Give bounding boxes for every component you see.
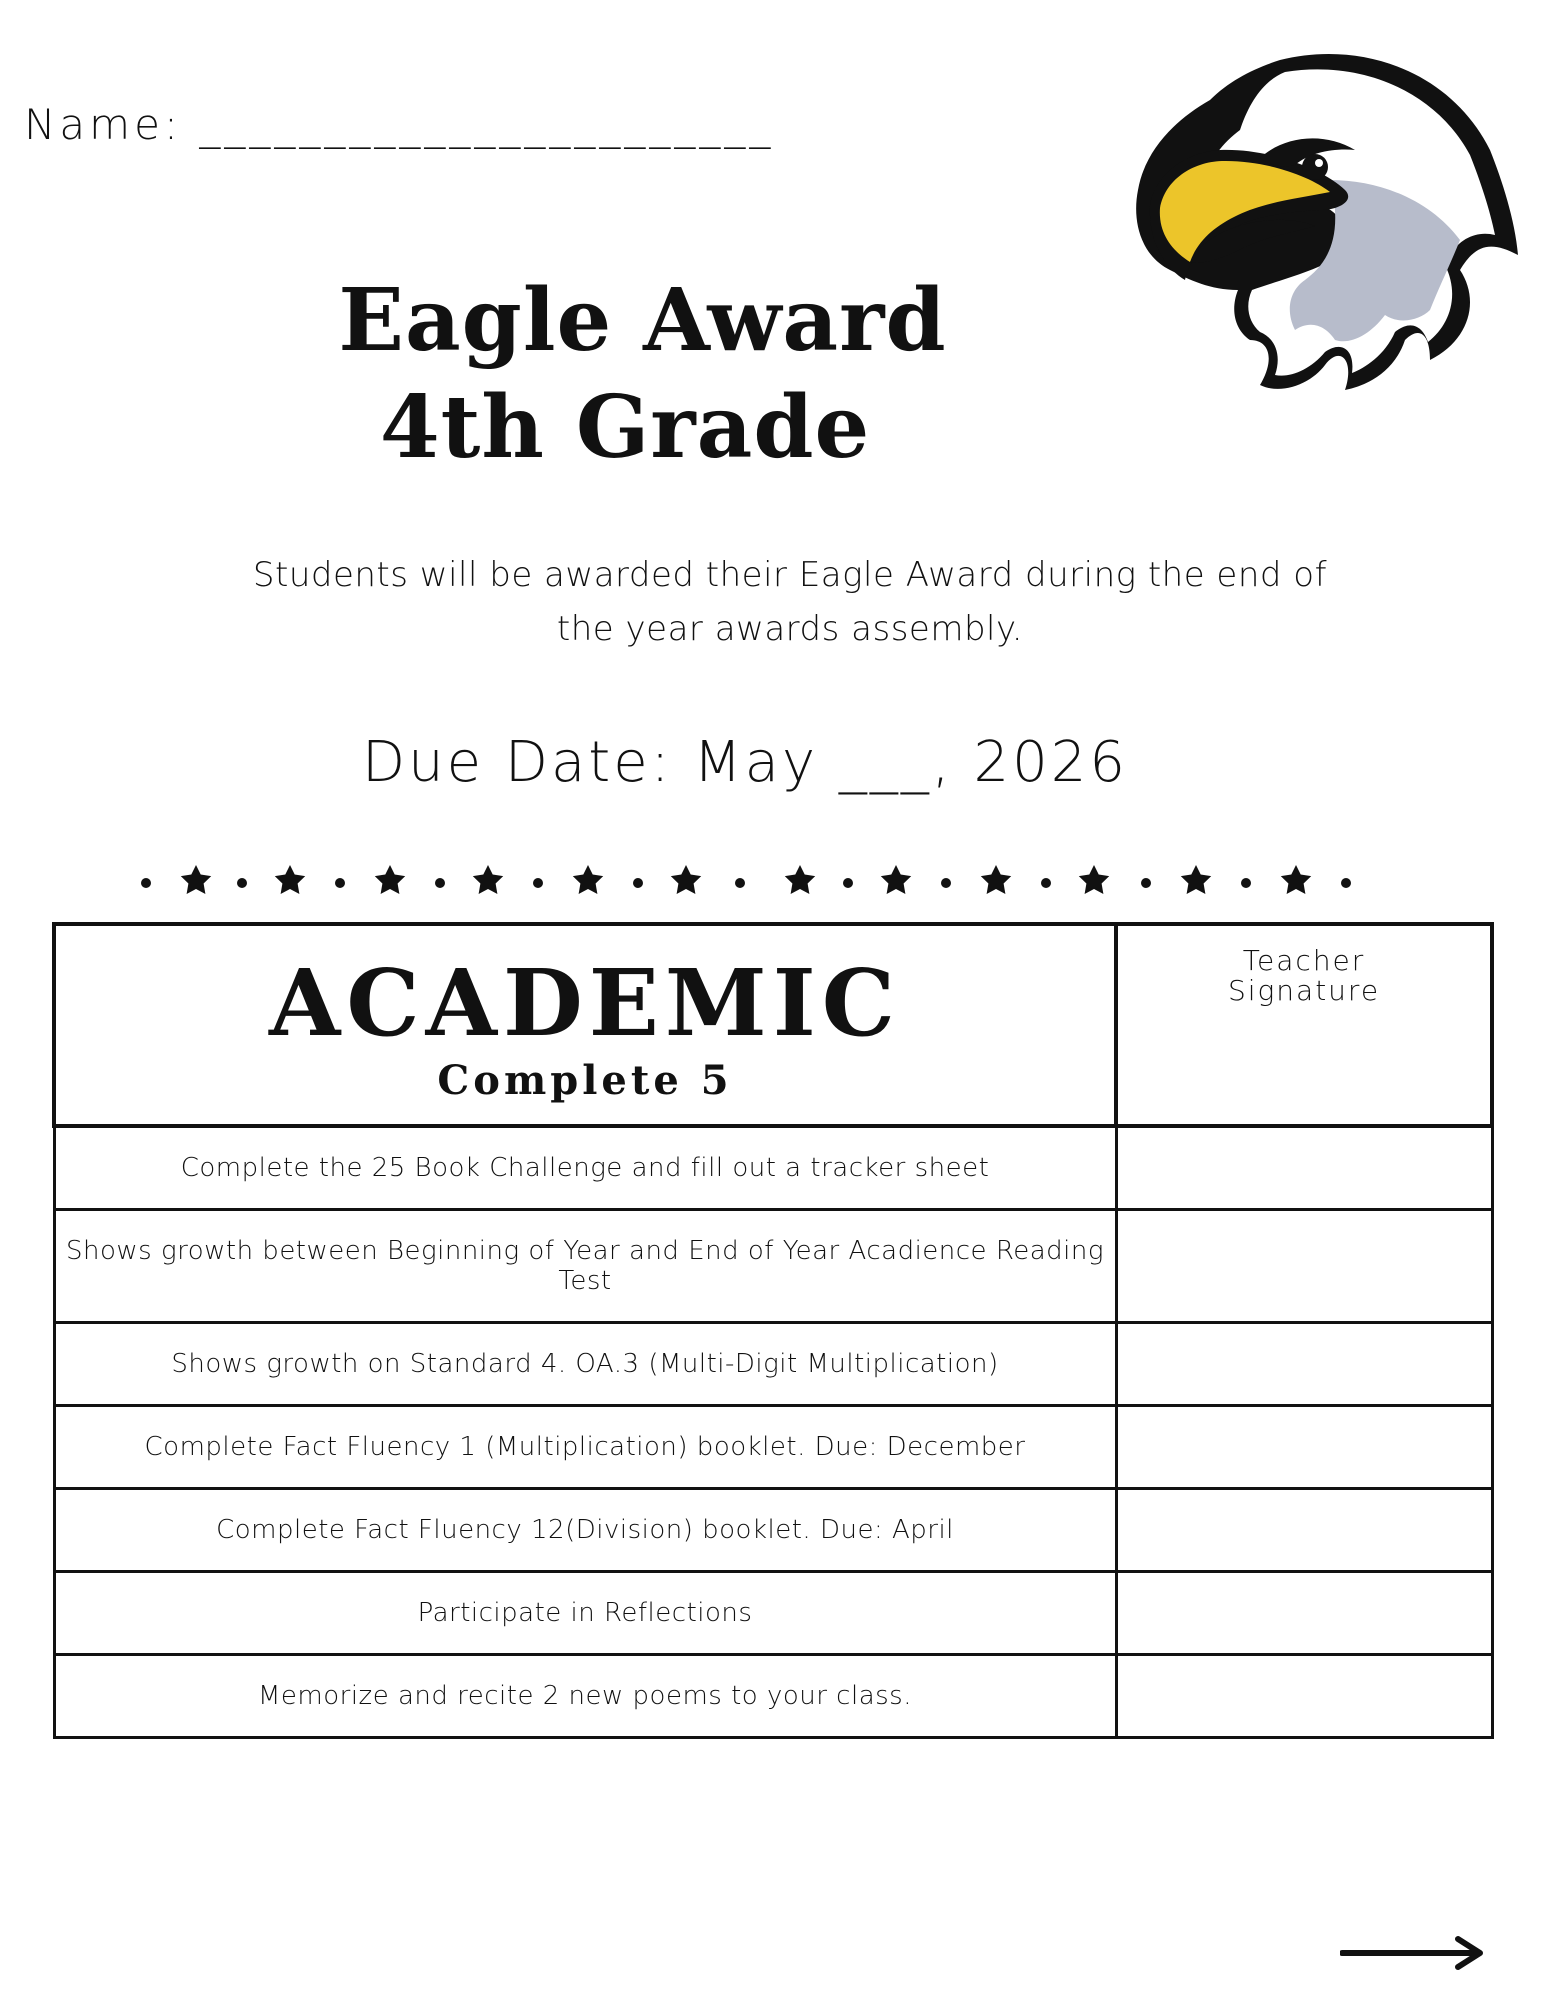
task-text: Participate in Reflections — [54, 1572, 1116, 1655]
section-heading: ACADEMIC — [269, 949, 901, 1057]
signature-box[interactable] — [1116, 1489, 1492, 1572]
task-text: Shows growth between Beginning of Year and End of Year Acadience Reading Test — [54, 1210, 1116, 1323]
signature-header-line1: Teacher — [1242, 944, 1366, 977]
page-title-line2: 4th Grade — [379, 377, 871, 478]
section-subheading: Complete 5 — [437, 1057, 733, 1104]
academic-checklist-table — [52, 922, 1494, 1739]
academic-heading-cell — [54, 924, 1116, 1126]
signature-box[interactable] — [1116, 1406, 1492, 1489]
arrow-right-icon[interactable] — [1340, 1935, 1485, 1971]
signature-header-line2: Signature — [1227, 974, 1381, 1007]
task-text: Shows growth on Standard 4. OA.3 (Multi-Digit Multiplication) — [54, 1323, 1116, 1406]
signature-box[interactable] — [1116, 1572, 1492, 1655]
task-text: Complete Fact Fluency 12(Division) booklet. Due: April — [54, 1489, 1116, 1572]
task-text: Memorize and recite 2 new poems to your class. — [54, 1655, 1116, 1738]
task-text: Complete Fact Fluency 1 (Multiplication) booklet. Due: December — [54, 1406, 1116, 1489]
star-dot-divider — [130, 855, 1360, 905]
signature-box[interactable] — [1116, 1210, 1492, 1323]
table-row — [54, 1489, 1492, 1572]
page-title-line1: Eagle Award — [338, 270, 947, 371]
table-row — [54, 1406, 1492, 1489]
table-row — [54, 1572, 1492, 1655]
table-header-row — [54, 924, 1492, 1126]
table-row — [54, 1655, 1492, 1738]
intro-text: Students will be awarded their Eagle Award during the end of the year awards assembly. — [252, 555, 1328, 649]
table-row — [54, 1126, 1492, 1210]
task-text: Complete the 25 Book Challenge and fill out a tracker sheet — [54, 1126, 1116, 1210]
table-row — [54, 1210, 1492, 1323]
signature-box[interactable] — [1116, 1655, 1492, 1738]
signature-box[interactable] — [1116, 1323, 1492, 1406]
teacher-signature-header — [1116, 924, 1492, 1126]
signature-box[interactable] — [1116, 1126, 1492, 1210]
table-row — [54, 1323, 1492, 1406]
name-field-line[interactable]: Name: _______________________ — [24, 100, 775, 149]
due-date-field[interactable]: Due Date: May ___, 2026 — [361, 730, 1129, 795]
